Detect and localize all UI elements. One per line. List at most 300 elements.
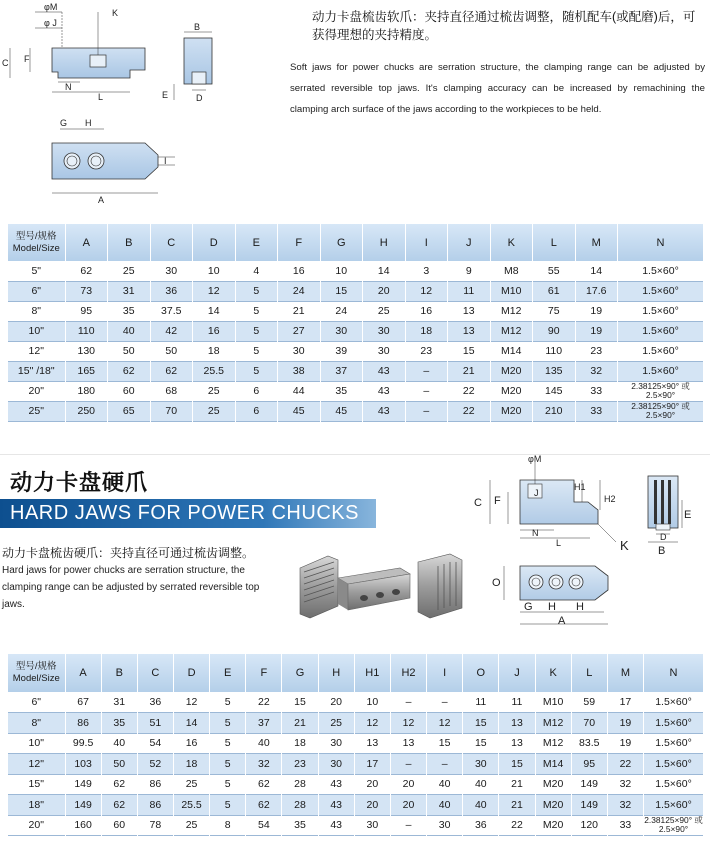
- header-cell: I: [405, 224, 448, 261]
- table-cell: 40: [108, 321, 151, 341]
- table-cell: 31: [108, 281, 151, 301]
- table-row: [8, 301, 704, 321]
- hard-label-o: O: [492, 577, 501, 589]
- table-cell: 33: [607, 815, 643, 836]
- table-cell: 13: [448, 301, 491, 321]
- table-cell: 5: [210, 774, 246, 795]
- table-cell: 30: [363, 321, 406, 341]
- table-row: [8, 281, 704, 301]
- table-cell: 43: [363, 401, 406, 421]
- table-cell: 13: [499, 713, 535, 734]
- soft-label-d: D: [196, 93, 203, 103]
- hard-label-j: J: [534, 488, 539, 498]
- table-cell: 25: [108, 261, 151, 281]
- table-cell: 1.5×60°: [644, 692, 704, 713]
- table-cell: 17: [354, 754, 390, 775]
- table-cell: 13: [448, 321, 491, 341]
- header-cell: G: [282, 654, 318, 692]
- table-cell: 18: [282, 733, 318, 754]
- table-cell: 5: [210, 713, 246, 734]
- header-model-size: [8, 224, 65, 261]
- table-cell: M20: [535, 815, 571, 836]
- table-cell: 149: [65, 774, 101, 795]
- table-cell: 25: [173, 815, 209, 836]
- soft-label-h: H: [85, 118, 92, 128]
- table-cell: –: [405, 381, 448, 401]
- header-cell: A: [65, 224, 108, 261]
- table-cell: 6: [235, 381, 278, 401]
- header-cell: M: [607, 654, 643, 692]
- table-cell: 1.5×60°: [618, 341, 704, 361]
- header-cell: O: [463, 654, 499, 692]
- table-cell: 44: [278, 381, 321, 401]
- table-row: [8, 774, 704, 795]
- table-cell: 145: [533, 381, 576, 401]
- table-cell: 120: [571, 815, 607, 836]
- table-cell: –: [390, 754, 426, 775]
- table-cell: 95: [65, 301, 108, 321]
- table-cell: 62: [108, 361, 151, 381]
- table-cell: 45: [278, 401, 321, 421]
- table-cell: 13: [499, 733, 535, 754]
- table-cell: 35: [320, 381, 363, 401]
- table-header-row: [8, 654, 704, 692]
- table-cell: M10: [535, 692, 571, 713]
- table-row: [8, 713, 704, 734]
- table-cell: M20: [535, 795, 571, 816]
- table-cell: 45: [320, 401, 363, 421]
- table-cell: 12: [173, 692, 209, 713]
- table-cell: 18: [173, 754, 209, 775]
- table-row: [8, 815, 704, 836]
- soft-jaw-side-view: [0, 0, 165, 112]
- table-header-row: [8, 224, 704, 261]
- hard-jaw-top-view: [480, 552, 630, 632]
- soft-label-i: I: [164, 156, 167, 166]
- table-cell: 40: [101, 733, 137, 754]
- header-cell: L: [533, 224, 576, 261]
- table-cell: M14: [535, 754, 571, 775]
- model-size-cell: 10": [8, 321, 65, 341]
- table-cell: 28: [282, 774, 318, 795]
- table-cell: 15: [320, 281, 363, 301]
- header-cell: N: [618, 224, 704, 261]
- table-cell: 5: [235, 321, 278, 341]
- table-cell: 90: [533, 321, 576, 341]
- table-cell: M20: [490, 401, 533, 421]
- table-cell: 18: [193, 341, 236, 361]
- hard-jaws-title-en: HARD JAWS FOR POWER CHUCKS: [10, 502, 359, 524]
- table-cell: M12: [490, 321, 533, 341]
- model-size-cell: 5": [8, 261, 65, 281]
- table-cell: 54: [137, 733, 173, 754]
- model-size-cell: 12": [8, 754, 65, 775]
- header-cell: C: [150, 224, 193, 261]
- table-cell: –: [405, 401, 448, 421]
- hard-jaws-spec-table: [8, 654, 704, 836]
- table-cell: 5: [210, 733, 246, 754]
- table-cell: 55: [533, 261, 576, 281]
- table-cell: 73: [65, 281, 108, 301]
- table-cell: 11: [448, 281, 491, 301]
- table-row: [8, 361, 704, 381]
- table-cell: 2.38125×90° 或2.5×90°: [644, 815, 703, 835]
- table-cell: 43: [318, 815, 354, 836]
- table-cell: 25: [318, 713, 354, 734]
- soft-label-c: C: [2, 58, 9, 68]
- table-cell: 30: [363, 341, 406, 361]
- table-cell: 61: [533, 281, 576, 301]
- table-cell: 149: [65, 795, 101, 816]
- header-cell: E: [235, 224, 278, 261]
- table-cell: 250: [65, 401, 108, 421]
- table-cell: 75: [533, 301, 576, 321]
- hard-jaws-title-banner: [0, 499, 376, 528]
- table-cell: –: [427, 692, 463, 713]
- table-cell: 20: [390, 795, 426, 816]
- table-cell: 20: [318, 692, 354, 713]
- table-cell: 30: [320, 321, 363, 341]
- header-cell: I: [427, 654, 463, 692]
- table-cell: 40: [427, 795, 463, 816]
- table-cell: 5: [210, 692, 246, 713]
- table-cell: 14: [193, 301, 236, 321]
- table-cell: 15: [282, 692, 318, 713]
- table-cell: 149: [571, 795, 607, 816]
- table-cell: 15: [448, 341, 491, 361]
- model-size-cell: 8": [8, 713, 65, 734]
- table-cell: 83.5: [571, 733, 607, 754]
- header-model-en: Model/Size: [12, 673, 60, 684]
- table-cell: 32: [607, 774, 643, 795]
- table-cell: 15: [463, 733, 499, 754]
- header-model-cn: 型号/规格: [15, 661, 57, 672]
- table-cell: 2.38125×90° 或2.5×90°: [618, 381, 704, 401]
- table-cell: M20: [490, 381, 533, 401]
- table-cell: 30: [318, 733, 354, 754]
- header-cell: L: [571, 654, 607, 692]
- table-cell: 20: [390, 774, 426, 795]
- table-cell: 1.5×60°: [618, 261, 704, 281]
- table-cell: 1.5×60°: [618, 321, 704, 341]
- soft-jaws-description-cn: 动力卡盘梳齿软爪：夹持直径通过梳齿调整，随机配车(或配磨)后，可获得理想的夹持精度。: [312, 10, 696, 42]
- table-cell: M20: [490, 361, 533, 381]
- table-cell: 37: [246, 713, 282, 734]
- table-cell: 35: [101, 713, 137, 734]
- table-cell: 16: [278, 261, 321, 281]
- table-cell: 65: [108, 401, 151, 421]
- hard-label-l: L: [556, 538, 562, 548]
- table-cell: 12: [405, 281, 448, 301]
- table-cell: 43: [363, 361, 406, 381]
- table-cell: 14: [575, 261, 618, 281]
- table-cell: 43: [363, 381, 406, 401]
- table-cell: 67: [65, 692, 101, 713]
- header-cell: J: [448, 224, 491, 261]
- model-size-cell: 15" /18": [8, 361, 65, 381]
- soft-jaws-spec-table: [8, 224, 704, 422]
- header-model-cn: 型号/规格: [15, 230, 57, 242]
- table-cell: 135: [533, 361, 576, 381]
- model-size-cell: 6": [8, 692, 65, 713]
- table-cell: 6: [235, 401, 278, 421]
- table-cell: 8: [210, 815, 246, 836]
- table-cell: 5: [235, 341, 278, 361]
- hard-table-body: [8, 692, 704, 836]
- header-cell: G: [320, 224, 363, 261]
- soft-label-b: B: [194, 22, 201, 32]
- table-cell: 5: [235, 301, 278, 321]
- table-cell: M14: [490, 341, 533, 361]
- table-cell: 60: [108, 381, 151, 401]
- model-size-cell: 8": [8, 301, 65, 321]
- table-cell: 25.5: [193, 361, 236, 381]
- table-cell: 86: [137, 774, 173, 795]
- table-cell: 30: [427, 815, 463, 836]
- table-cell: 20: [354, 795, 390, 816]
- table-cell: 15: [499, 754, 535, 775]
- table-cell: 110: [533, 341, 576, 361]
- table-cell: 5: [210, 754, 246, 775]
- table-cell: 19: [607, 713, 643, 734]
- table-cell: 22: [499, 815, 535, 836]
- table-cell: 99.5: [65, 733, 101, 754]
- table-cell: 37.5: [150, 301, 193, 321]
- table-cell: 51: [137, 713, 173, 734]
- hard-label-b: B: [658, 545, 666, 557]
- hard-label-n: N: [532, 528, 539, 538]
- table-cell: 17.6: [575, 281, 618, 301]
- model-size-cell: 20": [8, 381, 65, 401]
- table-cell: 27: [278, 321, 321, 341]
- table-row: [8, 321, 704, 341]
- table-row: [8, 692, 704, 713]
- table-cell: 1.5×60°: [618, 281, 704, 301]
- table-cell: 16: [173, 733, 209, 754]
- table-cell: 59: [571, 692, 607, 713]
- table-cell: 13: [354, 733, 390, 754]
- table-cell: 40: [246, 733, 282, 754]
- table-cell: –: [390, 815, 426, 836]
- table-cell: 33: [575, 381, 618, 401]
- table-cell: M12: [535, 713, 571, 734]
- table-cell: 149: [571, 774, 607, 795]
- hard-label-phi-m: φM: [528, 454, 542, 464]
- table-cell: 39: [320, 341, 363, 361]
- table-cell: 21: [448, 361, 491, 381]
- table-cell: 42: [150, 321, 193, 341]
- model-size-cell: 12": [8, 341, 65, 361]
- table-cell: 62: [101, 774, 137, 795]
- header-cell: D: [173, 654, 209, 692]
- table-cell: 35: [108, 301, 151, 321]
- header-cell: B: [101, 654, 137, 692]
- table-cell: 25.5: [173, 795, 209, 816]
- table-cell: 210: [533, 401, 576, 421]
- table-cell: 1.5×60°: [644, 733, 704, 754]
- table-cell: 36: [463, 815, 499, 836]
- table-cell: 33: [575, 401, 618, 421]
- table-cell: 30: [150, 261, 193, 281]
- table-cell: 62: [246, 795, 282, 816]
- table-cell: 5: [235, 281, 278, 301]
- table-row: [8, 733, 704, 754]
- hard-label-h1: H1: [574, 482, 586, 492]
- hard-label-h2: H2: [604, 494, 616, 504]
- header-cell: E: [210, 654, 246, 692]
- table-cell: 12: [354, 713, 390, 734]
- table-cell: 19: [575, 301, 618, 321]
- table-cell: 165: [65, 361, 108, 381]
- table-cell: 14: [363, 261, 406, 281]
- table-cell: 9: [448, 261, 491, 281]
- table-cell: 95: [571, 754, 607, 775]
- table-cell: 19: [607, 733, 643, 754]
- table-cell: 11: [499, 692, 535, 713]
- soft-jaw-top-view: [40, 115, 190, 205]
- table-cell: 50: [150, 341, 193, 361]
- table-cell: 37: [320, 361, 363, 381]
- table-cell: 130: [65, 341, 108, 361]
- hard-label-a: A: [558, 615, 566, 627]
- table-cell: 12: [427, 713, 463, 734]
- table-cell: 2.38125×90° 或2.5×90°: [618, 401, 704, 421]
- header-cell: M: [575, 224, 618, 261]
- soft-label-phi-j: φ J: [44, 18, 57, 28]
- table-cell: 35: [282, 815, 318, 836]
- table-cell: 11: [463, 692, 499, 713]
- table-cell: –: [405, 361, 448, 381]
- table-cell: 25: [173, 774, 209, 795]
- soft-label-n: N: [65, 82, 72, 92]
- header-cell: B: [108, 224, 151, 261]
- table-cell: 40: [463, 795, 499, 816]
- table-cell: 103: [65, 754, 101, 775]
- table-cell: 86: [137, 795, 173, 816]
- soft-label-f: F: [24, 54, 30, 64]
- table-cell: M10: [490, 281, 533, 301]
- soft-label-g: G: [60, 118, 68, 128]
- table-cell: 21: [499, 774, 535, 795]
- table-row: [8, 381, 704, 401]
- model-size-cell: 10": [8, 733, 65, 754]
- table-cell: 30: [278, 341, 321, 361]
- table-cell: M12: [535, 733, 571, 754]
- header-cell: K: [535, 654, 571, 692]
- table-cell: 18: [405, 321, 448, 341]
- table-cell: 1.5×60°: [644, 795, 704, 816]
- table-cell: 62: [150, 361, 193, 381]
- soft-label-l: L: [98, 92, 104, 102]
- table-cell: 12: [390, 713, 426, 734]
- model-size-cell: 15": [8, 774, 65, 795]
- table-row: [8, 754, 704, 775]
- table-cell: 10: [354, 692, 390, 713]
- table-cell: 68: [150, 381, 193, 401]
- table-cell: 60: [101, 815, 137, 836]
- header-cell: N: [644, 654, 704, 692]
- header-cell: J: [499, 654, 535, 692]
- table-cell: 70: [150, 401, 193, 421]
- header-cell: D: [193, 224, 236, 261]
- soft-label-a: A: [98, 195, 105, 205]
- header-cell: K: [490, 224, 533, 261]
- table-cell: –: [390, 692, 426, 713]
- table-cell: 23: [282, 754, 318, 775]
- table-cell: 32: [607, 795, 643, 816]
- hard-jaws-title-cn: 动力卡盘硬爪: [10, 470, 149, 495]
- table-cell: 21: [282, 713, 318, 734]
- table-cell: 23: [405, 341, 448, 361]
- table-cell: 24: [320, 301, 363, 321]
- table-cell: 23: [575, 341, 618, 361]
- hard-jaws-description-en: Hard jaws for power chucks are serration structure, the clamping range can be adjusted by serrated reversible top jaws.: [2, 565, 260, 610]
- model-size-cell: 25": [8, 401, 65, 421]
- table-cell: 15: [463, 713, 499, 734]
- hard-label-k: K: [620, 538, 629, 552]
- table-row: [8, 341, 704, 361]
- header-cell: C: [137, 654, 173, 692]
- table-cell: 5: [210, 795, 246, 816]
- hard-jaw-product-photo: [290, 548, 470, 626]
- table-cell: 43: [318, 795, 354, 816]
- model-size-cell: 6": [8, 281, 65, 301]
- table-cell: 54: [246, 815, 282, 836]
- table-cell: 20: [354, 774, 390, 795]
- hard-label-h-left: H: [548, 601, 556, 613]
- soft-jaws-description-en: Soft jaws for power chucks are serration structure, the clamping range can be adjusted by serrated reversible top jaws. It's clamping accuracy can be increased by remachining the clamping arch surface of the jaws according to the workpieces to be held.: [290, 62, 705, 115]
- table-cell: 62: [246, 774, 282, 795]
- table-cell: 30: [318, 754, 354, 775]
- header-cell: F: [278, 224, 321, 261]
- table-cell: M20: [535, 774, 571, 795]
- table-cell: 22: [607, 754, 643, 775]
- soft-label-k: K: [112, 8, 119, 18]
- table-cell: 24: [278, 281, 321, 301]
- table-cell: 86: [65, 713, 101, 734]
- soft-jaw-end-view: [160, 20, 230, 110]
- table-cell: 1.5×60°: [644, 774, 704, 795]
- table-cell: 10: [193, 261, 236, 281]
- soft-table-body: [8, 261, 704, 421]
- table-cell: 20: [363, 281, 406, 301]
- table-cell: 70: [571, 713, 607, 734]
- table-cell: 21: [278, 301, 321, 321]
- table-cell: 25: [193, 381, 236, 401]
- hard-jaws-description-cn: 动力卡盘梳齿硬爪：夹持直径可通过梳齿调整。: [2, 546, 255, 560]
- table-cell: 62: [65, 261, 108, 281]
- table-cell: 1.5×60°: [644, 754, 704, 775]
- hard-label-g: G: [524, 601, 533, 613]
- table-row: [8, 261, 704, 281]
- hard-label-e: E: [684, 509, 692, 521]
- table-cell: 25: [363, 301, 406, 321]
- table-cell: 19: [575, 321, 618, 341]
- table-cell: 5: [235, 361, 278, 381]
- table-cell: 40: [463, 774, 499, 795]
- header-model-en: Model/Size: [12, 242, 60, 254]
- model-size-cell: 20": [8, 815, 65, 836]
- table-cell: 40: [427, 774, 463, 795]
- table-cell: 22: [448, 401, 491, 421]
- table-cell: 25: [193, 401, 236, 421]
- table-cell: M12: [490, 301, 533, 321]
- soft-label-e: E: [162, 90, 169, 100]
- table-cell: 12: [193, 281, 236, 301]
- header-cell: H1: [354, 654, 390, 692]
- table-cell: 32: [575, 361, 618, 381]
- header-cell: H: [318, 654, 354, 692]
